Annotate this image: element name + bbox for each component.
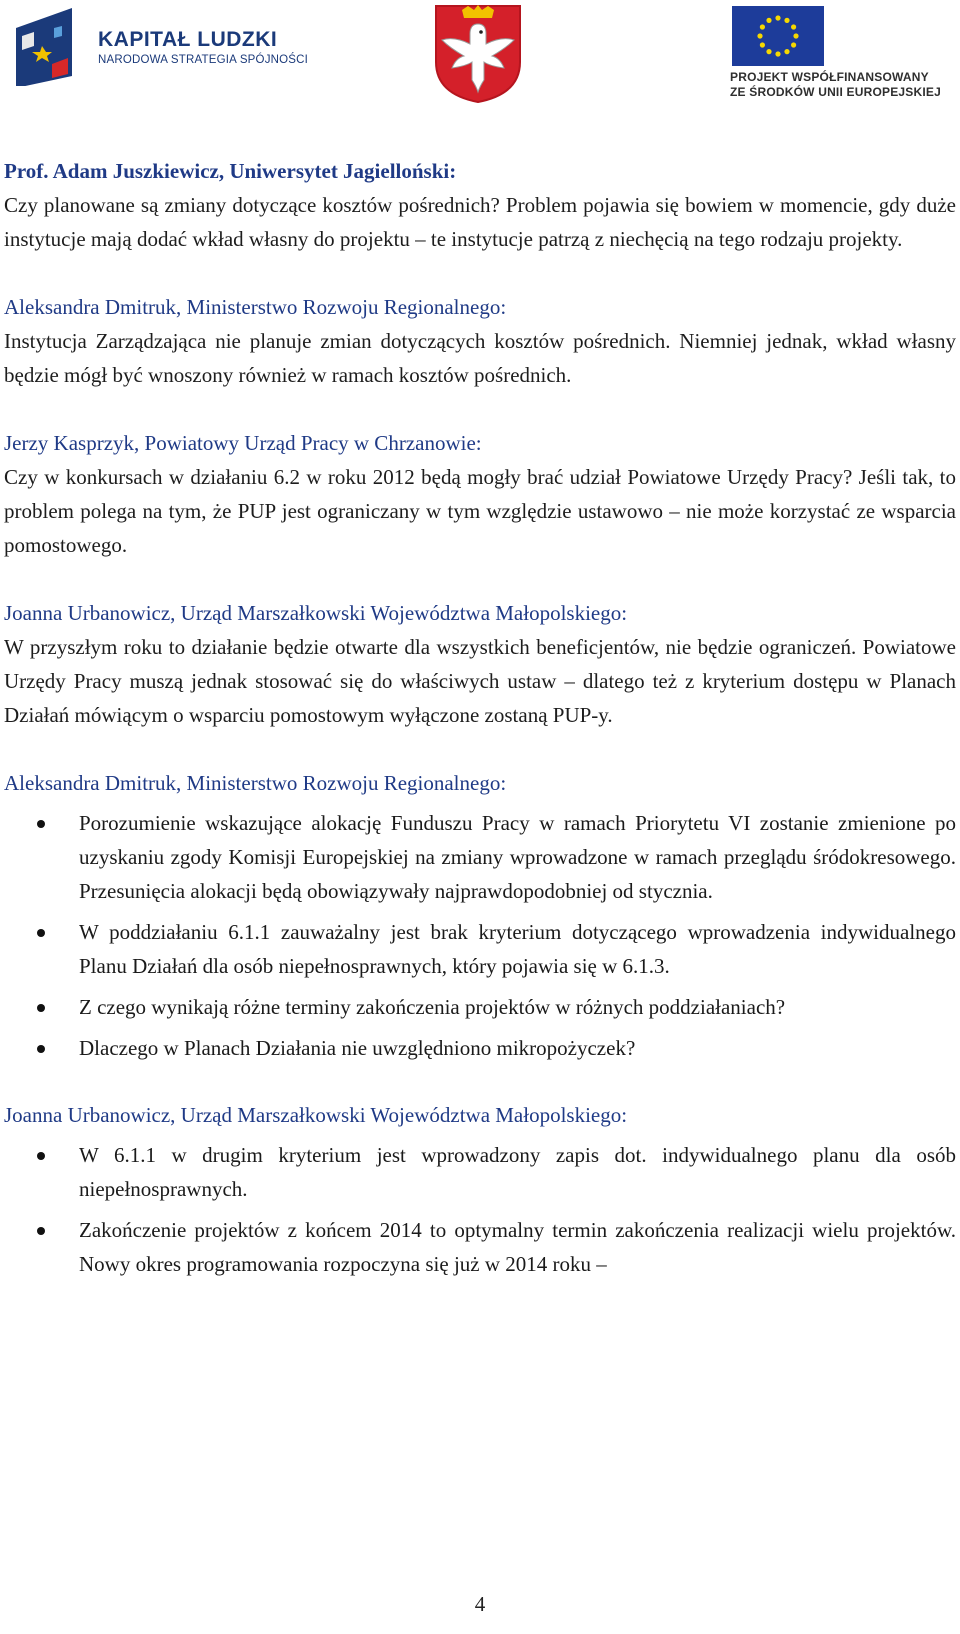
bullet-icon <box>37 1004 45 1012</box>
document-body <box>4 154 956 1288</box>
eu-flag <box>732 6 824 66</box>
eu-cofinancing-text <box>730 70 960 100</box>
list-item <box>4 1138 956 1206</box>
paragraph: W przyszłym roku to działanie będzie otwarte dla wszystkich beneficjentów, nie będzie ograniczeń. Powiatowe Urzędy Pracy muszą jednak stosować się do właściwych ustaw – dlatego też z kryterium dostępu w Planach Działań mówiącym o wsparciu pomostowym wyłączone zostaną PUP-y. <box>4 635 956 727</box>
paragraph: Instytucja Zarządzająca nie planuje zmian dotyczących kosztów pośrednich. Niemniej jednak, wkład własny będzie mógł być wnoszony również w ramach kosztów pośrednich. <box>4 329 956 387</box>
list-item <box>4 915 956 983</box>
paragraph: Czy planowane są zmiany dotyczące kosztów pośrednich? Problem pojawia się bowiem w momencie, gdy duże instytucje mają dodać wkład własny do projektu – te instytucje patrzą z niechęcią na tego rodzaju projekty. <box>4 193 956 251</box>
list-item <box>4 990 956 1024</box>
list-item-text: W 6.1.1 w drugim kryterium jest wprowadzony zapis dot. indywidualnego planu dla osób niepełnosprawnych. <box>79 1143 956 1201</box>
list-item <box>4 1213 956 1281</box>
bullet-icon <box>37 1152 45 1160</box>
bullet-icon <box>37 1045 45 1053</box>
paragraph: Czy w konkursach w działaniu 6.2 w roku 2012 będą mogły brać udział Powiatowe Urzędy Pracy? Jeśli tak, to problem polega na tym, że PUP jest ograniczany w tym względzie ustawowo – nie może korzystać ze wsparcia pomostowego. <box>4 465 956 557</box>
bullet-list <box>4 806 956 1065</box>
eu-text-line-2: ZE ŚRODKÓW UNII EUROPEJSKIEJ <box>730 85 941 99</box>
page-header <box>0 0 960 110</box>
eu-text-line-1: PROJEKT WSPÓŁFINANSOWANY <box>730 70 929 84</box>
bullet-icon <box>37 1227 45 1235</box>
speaker-heading: Jerzy Kasprzyk, Powiatowy Urząd Pracy w Chrzanowie: <box>4 431 482 455</box>
speaker-heading: Aleksandra Dmitruk, Ministerstwo Rozwoju Regionalnego: <box>4 295 507 319</box>
bullet-icon <box>37 929 45 937</box>
speaker-heading: Prof. Adam Juszkiewicz, Uniwersytet Jagielloński: <box>4 159 457 183</box>
bullet-icon <box>37 820 45 828</box>
list-item <box>4 1031 956 1065</box>
list-item-text: Zakończenie projektów z końcem 2014 to optymalny termin zakończenia realizacji wielu projektów. Nowy okres programowania rozpoczyna się już w 2014 roku – <box>79 1218 956 1276</box>
speaker-heading: Aleksandra Dmitruk, Ministerstwo Rozwoju Regionalnego: <box>4 771 507 795</box>
list-item-text: Porozumienie wskazujące alokację Funduszu Pracy w ramach Priorytetu VI zostanie zmienione po uzyskaniu zgody Komisji Europejskiej na zmiany wprowadzone w ramach przeglądu śródokresowego. Przesunięcia alokacji będą obowiązywały najprawdopodobniej od stycznia. <box>79 811 956 903</box>
speaker-heading: Joanna Urbanowicz, Urząd Marszałkowski Województwa Małopolskiego: <box>4 1103 628 1127</box>
bullet-list <box>4 1138 956 1281</box>
list-item-text: W poddziałaniu 6.1.1 zauważalny jest brak kryterium dotyczącego wprowadzenia indywidualnego Planu Działań dla osób niepełnosprawnych, który pojawia się w 6.1.3. <box>79 920 956 978</box>
page-number: 4 <box>474 1592 486 1616</box>
malopolska-coat-of-arms <box>432 2 524 104</box>
kapital-ludzki-title: KAPITAŁ LUDZKI <box>98 28 278 51</box>
kapital-ludzki-subtitle: NARODOWA STRATEGIA SPÓJNOŚCI <box>98 54 309 66</box>
speaker-heading: Joanna Urbanowicz, Urząd Marszałkowski Województwa Małopolskiego: <box>4 601 628 625</box>
list-item <box>4 806 956 908</box>
list-item-text: Dlaczego w Planach Działania nie uwzględniono mikropożyczek? <box>79 1036 636 1060</box>
list-item-text: Z czego wynikają różne terminy zakończenia projektów w różnych poddziałaniach? <box>79 995 786 1019</box>
